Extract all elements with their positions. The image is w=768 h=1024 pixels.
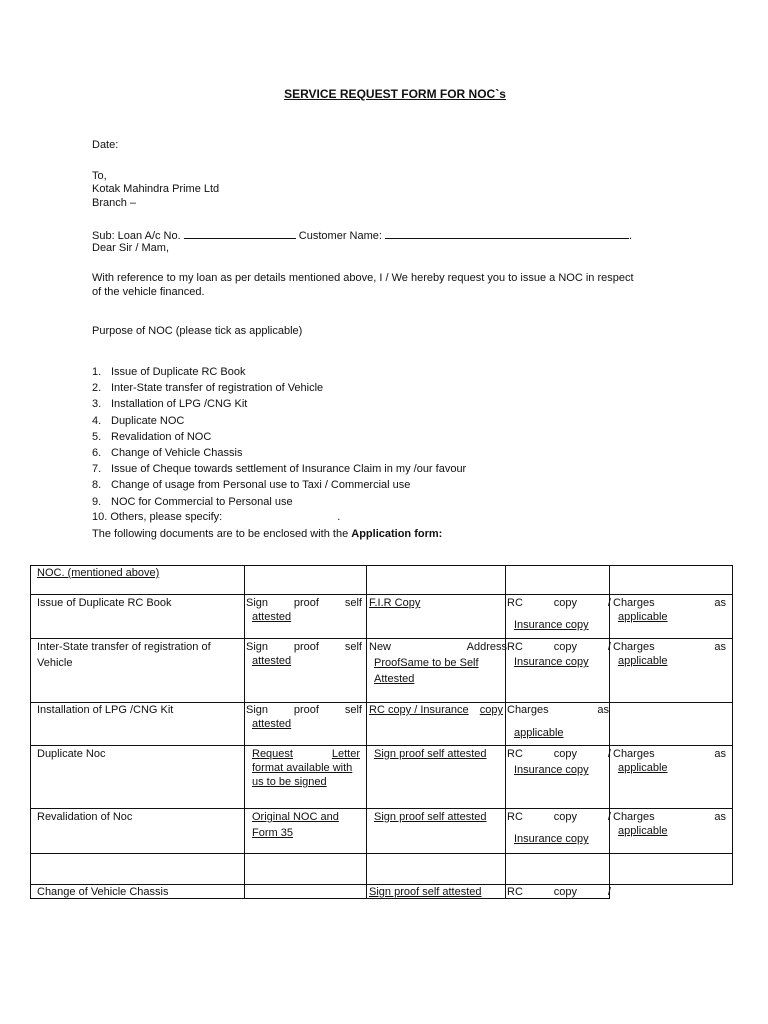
row5-doc2: Sign proof self attested: [374, 811, 487, 823]
row5-charges-line2: applicable: [618, 825, 668, 837]
word: RC: [507, 886, 523, 898]
word: copy: [553, 886, 578, 898]
table-border: [366, 565, 367, 899]
purpose-heading: Purpose of NOC (please tick as applicable): [92, 325, 303, 337]
purpose-item[interactable]: [92, 494, 466, 510]
purpose-item[interactable]: [92, 396, 466, 412]
row2-charges-line2: applicable: [618, 655, 668, 667]
purpose-text: Issue of Cheque towards settlement of Insurance Claim in my /our favour: [111, 463, 467, 476]
row1-doc3-line2: Insurance copy: [514, 619, 589, 631]
company-name: Kotak Mahindra Prime Ltd: [92, 183, 220, 195]
row3-charges-line1: [507, 703, 609, 717]
word: Charges: [507, 704, 549, 716]
purpose-item[interactable]: [92, 413, 466, 429]
row3-charges-line2: applicable: [514, 727, 564, 739]
purpose-number: 2.: [92, 382, 102, 395]
row4-doc1-line3: us to be signed: [252, 776, 327, 788]
others-end: .: [337, 511, 341, 523]
word: proof: [293, 641, 319, 653]
row1-charges-line2: applicable: [618, 611, 668, 623]
row2-noc-line2: Vehicle: [37, 657, 73, 669]
documents-intro: [92, 528, 442, 540]
purpose-number: 8.: [92, 479, 102, 492]
row2-charges-line1: [613, 640, 726, 654]
reference-line-2: of the vehicle financed.: [92, 286, 205, 298]
row4-charges-line1: [613, 747, 726, 761]
row2-doc2-line2: ProofSame to be Self: [374, 657, 479, 669]
customer-name-label: Customer Name:: [298, 230, 382, 242]
customer-name-end: .: [629, 230, 633, 242]
row2-doc2-line1: [369, 640, 507, 654]
purpose-text: Issue of Duplicate RC Book: [111, 366, 246, 378]
row7-doc3-line1: [507, 885, 611, 899]
reference-line-1: With reference to my loan as per details mentioned above, I / We hereby request you to issue a NOC in respect: [92, 272, 634, 284]
row7-noc: Change of Vehicle Chassis: [37, 886, 169, 898]
table-border: [30, 808, 733, 809]
row1-doc1-line1: [246, 596, 362, 610]
row3-doc2: [369, 703, 503, 717]
purpose-text: Inter-State transfer of registration of Vehicle: [111, 382, 324, 395]
row4-doc1-line2: format available with: [252, 762, 353, 774]
date-label: Date:: [92, 139, 119, 151]
purpose-number: 7.: [92, 463, 102, 476]
table-header-noc: NOC. (mentioned above): [37, 567, 160, 579]
word: /: [607, 597, 611, 609]
row4-charges-line2: applicable: [618, 762, 668, 774]
purpose-item[interactable]: [92, 461, 466, 477]
loan-ac-blank[interactable]: [184, 228, 296, 239]
word: Charges: [613, 597, 655, 609]
row1-doc1-line2: attested: [252, 611, 292, 623]
word: as: [714, 641, 726, 653]
row5-doc3-line1: [507, 810, 611, 824]
word: proof: [293, 704, 319, 716]
word: Charges: [613, 641, 655, 653]
row2-doc2-line3: Attested: [374, 673, 415, 685]
word: self: [344, 597, 362, 609]
row1-doc2: F.I.R Copy: [369, 597, 421, 609]
row5-doc1-line1: Original NOC and: [252, 811, 339, 823]
word: as: [714, 597, 726, 609]
to-label: To,: [92, 170, 107, 182]
word: copy: [479, 704, 503, 716]
word: Address: [466, 641, 507, 653]
word: as: [714, 748, 726, 760]
row1-doc3-line1: [507, 596, 611, 610]
documents-intro-bold: Application form:: [351, 528, 443, 540]
others-label: 10. Others, please specify:: [92, 511, 223, 523]
row4-doc3-line1: [507, 747, 611, 761]
row3-doc1-line2: attested: [252, 718, 292, 730]
word: /: [607, 811, 611, 823]
purpose-item[interactable]: [92, 445, 466, 461]
row7-doc2: Sign proof self attested: [369, 886, 482, 898]
word: copy: [553, 748, 578, 760]
purpose-item[interactable]: [92, 477, 466, 493]
word: self: [344, 704, 362, 716]
word: as: [714, 811, 726, 823]
documents-intro-text: The following documents are to be enclosed with the: [92, 528, 352, 540]
word: RC: [507, 597, 523, 609]
row5-charges-line1: [613, 810, 726, 824]
word: New: [369, 641, 392, 653]
row4-doc3-line2: Insurance copy: [514, 764, 589, 776]
purpose-item[interactable]: [92, 380, 466, 396]
word: Letter: [331, 748, 360, 760]
row2-doc1-line1: [246, 640, 362, 654]
word: Sign: [246, 641, 269, 653]
row1-noc: Issue of Duplicate RC Book: [37, 597, 172, 609]
word: Sign: [246, 597, 269, 609]
purpose-text: Change of usage from Personal use to Taxi / Commercial use: [111, 479, 411, 492]
purpose-number: 9.: [92, 495, 102, 508]
table-border: [30, 853, 733, 854]
purpose-number: 5.: [92, 430, 102, 443]
row3-doc1-line1: [246, 703, 362, 717]
word: RC: [507, 641, 523, 653]
row4-noc: Duplicate Noc: [37, 748, 106, 760]
row2-doc3-line1: [507, 640, 611, 654]
table-border: [30, 638, 733, 639]
word: copy: [553, 597, 578, 609]
purpose-item[interactable]: [92, 429, 466, 445]
branch-label: Branch –: [92, 197, 137, 209]
purpose-text: Change of Vehicle Chassis: [111, 446, 243, 459]
row4-doc2: Sign proof self attested: [374, 748, 487, 760]
word: copy: [553, 641, 578, 653]
purpose-text: Duplicate NOC: [111, 414, 185, 427]
purpose-number: 1.: [92, 366, 102, 378]
word: copy: [553, 811, 578, 823]
purpose-item[interactable]: [92, 364, 466, 380]
table-border: [30, 565, 31, 899]
row2-noc-line1: Inter-State transfer of registration of: [37, 641, 211, 653]
word: self: [344, 641, 362, 653]
purpose-text: Revalidation of NOC: [111, 430, 212, 443]
purpose-number: 4.: [92, 414, 102, 427]
table-border: [609, 565, 610, 899]
word: Charges: [613, 811, 655, 823]
customer-name-blank[interactable]: [385, 228, 629, 239]
salutation: Dear Sir / Mam,: [92, 242, 170, 254]
word: Request: [252, 748, 293, 760]
word: proof: [293, 597, 319, 609]
row2-doc1-line2: attested: [252, 655, 292, 667]
row5-doc1-line2: Form 35: [252, 827, 293, 839]
row2-doc3-line2: Insurance copy: [514, 656, 589, 668]
table-border: [30, 594, 733, 595]
row5-doc3-line2: Insurance copy: [514, 833, 589, 845]
row5-noc: Revalidation of Noc: [37, 811, 133, 823]
word: RC: [507, 811, 523, 823]
purpose-text: Installation of LPG /CNG Kit: [111, 398, 248, 411]
table-border: [732, 565, 733, 885]
word: RC copy / Insurance: [369, 704, 469, 716]
word: /: [607, 641, 611, 653]
purpose-text: NOC for Commercial to Personal use: [111, 495, 293, 508]
word: as: [597, 704, 609, 716]
table-border: [505, 565, 506, 899]
purpose-list: [92, 364, 466, 510]
purpose-number: 6.: [92, 446, 102, 459]
table-border: [244, 565, 245, 899]
subject-line: [92, 228, 632, 242]
word: /: [607, 886, 611, 898]
purpose-number: 3.: [92, 398, 102, 411]
word: RC: [507, 748, 523, 760]
loan-ac-label: Sub: Loan A/c No.: [92, 230, 181, 242]
word: Sign: [246, 704, 269, 716]
others-line: [92, 511, 340, 523]
row1-charges-line1: [613, 596, 726, 610]
row4-doc1-line1: [252, 747, 360, 761]
word: Charges: [613, 748, 655, 760]
table-border: [30, 745, 733, 746]
form-title: SERVICE REQUEST FORM FOR NOC`s: [284, 87, 506, 101]
row3-noc: Installation of LPG /CNG Kit: [37, 704, 174, 716]
word: /: [607, 748, 611, 760]
